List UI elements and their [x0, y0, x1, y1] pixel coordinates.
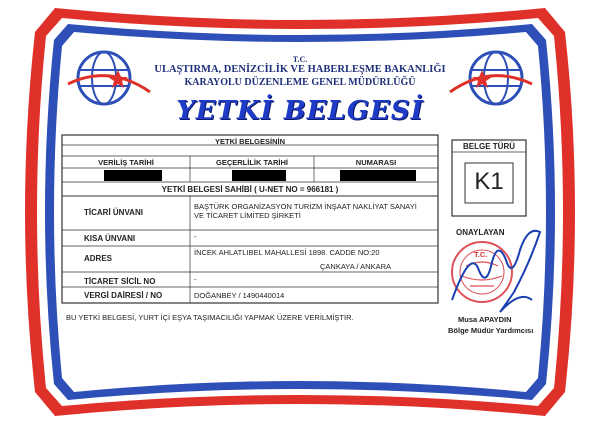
ministry-name: ULAŞTIRMA, DENİZCİLİK VE HABERLEŞME BAKANLIĞI [154, 64, 446, 75]
value-address-city: ÇANKAYA / ANKARA [320, 262, 391, 271]
label-trade-registry: TİCARET SİCİL NO [84, 277, 156, 286]
label-short-name: KISA ÜNVANI [84, 234, 136, 243]
redacted-issue-date [104, 170, 162, 181]
label-address: ADRES [84, 254, 113, 263]
footer-note: BU YETKİ BELGESİ, YURT İÇİ EŞYA TAŞIMACILIĞI YAPMAK ÜZERE VERİLMİŞTİR. [66, 313, 354, 322]
col-validity-date: GEÇERLİLİK TARİHİ [216, 158, 288, 167]
document-type-label: BELGE TÜRÜ [463, 142, 515, 151]
stamp-text: T.C. [474, 250, 488, 259]
label-trade-name: TİCARİ ÜNVANI [84, 208, 143, 217]
value-tax-office: DOĞANBEY / 1490440014 [194, 291, 285, 300]
signer-name: Musa APAYDIN [458, 315, 512, 324]
col-issue-date: VERİLİŞ TARİHİ [98, 158, 154, 167]
document-type-value: K1 [474, 168, 504, 195]
value-trade-name: BAŞTÜRK ORGANİZASYON TURİZM İNŞAAT NAKLİYAT SANAYİ VE TİCARET LİMİTED ŞİRKETİ [194, 202, 417, 220]
value-trade-registry: - [194, 275, 197, 284]
section-title: YETKİ BELGESİNİN [214, 137, 285, 146]
signer-title: Bölge Müdür Yardımcısı [448, 326, 534, 335]
owner-header: YETKİ BELGESİ SAHİBİ ( U-NET NO = 966181 ) [161, 185, 339, 194]
redacted-number [340, 170, 416, 181]
redacted-validity-date [232, 170, 286, 181]
approver-label: ONAYLAYAN [456, 228, 505, 237]
directorate-name: KARAYOLU DÜZENLEME GENEL MÜDÜRLÜĞÜ [184, 77, 416, 88]
label-tax-office: VERGİ DAİRESİ / NO [84, 291, 163, 300]
value-address: İNCEK AHLATLIBEL MAHALLESİ 1898. CADDE NO:20 [194, 248, 380, 257]
col-number: NUMARASI [355, 158, 397, 167]
document-title: YETKİ BELGESİ [176, 96, 424, 126]
tc-label: T.C. [292, 55, 308, 64]
value-short-name: - [194, 232, 197, 241]
